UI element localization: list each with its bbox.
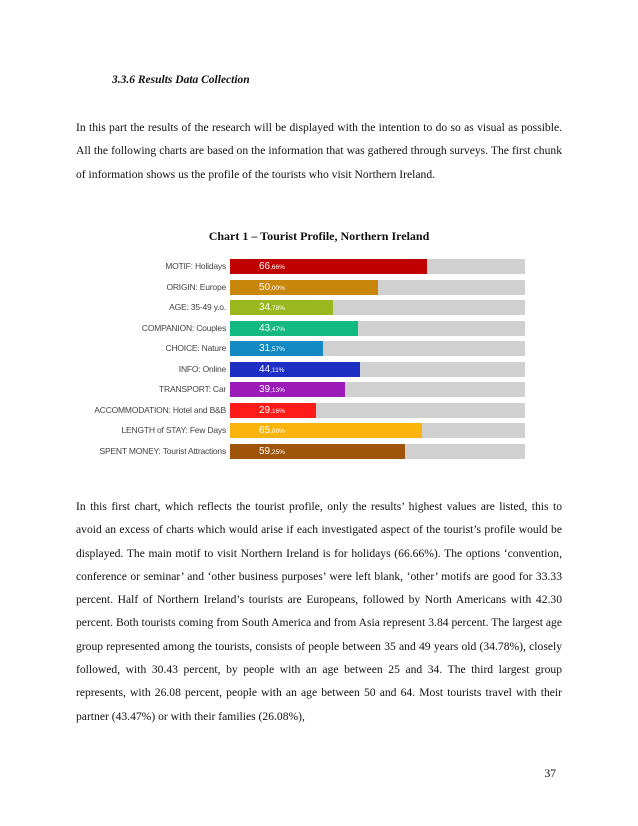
category-label: MOTIF: Holidays — [165, 261, 226, 271]
page-number: 37 — [544, 768, 556, 780]
value-decimal: ,57% — [270, 346, 285, 353]
value-label — [259, 259, 285, 274]
value-decimal: ,16% — [270, 407, 285, 415]
chart-row — [100, 381, 530, 398]
value-decimal: ,78% — [270, 305, 285, 312]
value-integer: 31 — [259, 343, 271, 354]
bar-track — [230, 280, 525, 295]
bar-track — [230, 444, 525, 459]
section-heading: 3.3.6 Results Data Collection — [112, 74, 250, 86]
category-label: COMPANION: Couples — [141, 322, 226, 333]
value-integer: 66 — [259, 261, 271, 272]
value-integer: 59 — [259, 445, 271, 457]
bar — [230, 321, 358, 336]
category-label: ACCOMMODATION: Hotel and B&B — [94, 404, 226, 415]
bar-track — [230, 300, 525, 315]
bar — [230, 382, 345, 397]
chart-row — [100, 361, 530, 378]
bar-track — [230, 382, 525, 397]
value-label — [259, 321, 285, 336]
value-integer: 50 — [259, 281, 271, 293]
chart-row — [100, 422, 530, 439]
category-label: CHOICE: Nature — [165, 343, 226, 353]
category-label: LENGTH of STAY: Few Days — [121, 425, 226, 435]
tourist-profile-chart — [94, 258, 530, 458]
bar-track — [230, 423, 525, 438]
value-label — [259, 341, 285, 356]
body-paragraph: In this first chart, which reflects the tourist profile, only the results’ highest values are listed, this to avoid an excess of charts which would arise if each investigated aspect of the tourist’s profile would be displayed. The main motif to visit Northern Ireland is for holidays (66.66%). The options ‘convention, conference or seminar’ and ‘other business purposes’ were left blank, ‘other’ motifs are good for 33.33 percent. Half of Northern Ireland’s tourists are Europeans, followed by North Americans with 42.30 percent. Both tourists coming from South America and from Asia represent 3.84 percent. The largest age group represented among the tourists, consists of people between 35 and 49 years old (34.78%), closely followed, with 30.43 percent, by people with an age between 25 and 34. The third largest group represents, with 26.08 percent, people with an age between 50 and 64. Most tourists travel with their partner (43.47%) or with their families (26.08%), — [76, 500, 562, 723]
category-label: SPENT MONEY: Tourist Attractions — [99, 445, 226, 456]
category-label: TRANSPORT: Car — [159, 384, 226, 394]
value-label — [259, 444, 285, 459]
value-integer: 39 — [259, 384, 271, 395]
chart-row — [100, 443, 530, 460]
chart-title: Chart 1 – Tourist Profile, Northern Ireland — [208, 229, 430, 243]
bar-track — [230, 403, 525, 418]
value-label — [259, 403, 285, 418]
bar-track — [230, 259, 525, 274]
value-label — [259, 280, 285, 295]
value-integer: 29 — [259, 404, 271, 416]
category-label: ORIGIN: Europe — [166, 281, 226, 292]
value-label — [259, 362, 284, 377]
bar-track — [230, 362, 525, 377]
chart-row — [100, 320, 530, 337]
category-label: INFO: Online — [178, 363, 226, 374]
value-integer: 34 — [259, 302, 271, 313]
value-label — [259, 382, 285, 397]
value-decimal: ,00% — [270, 284, 285, 292]
value-integer: 44 — [259, 363, 271, 375]
chart-row — [100, 340, 530, 357]
value-integer: 65 — [259, 425, 271, 436]
chart-row — [94, 402, 530, 419]
bar — [230, 280, 378, 295]
value-decimal: ,47% — [270, 325, 285, 333]
value-integer: 43 — [259, 322, 271, 334]
value-decimal: ,13% — [270, 387, 285, 394]
bar-track — [230, 321, 525, 336]
value-decimal: ,00% — [270, 428, 285, 435]
value-label — [259, 423, 285, 438]
value-decimal: ,66% — [270, 264, 285, 271]
bar — [230, 362, 360, 377]
category-label: AGE: 35-49 y.o. — [169, 302, 226, 312]
chart-row — [100, 279, 530, 296]
value-label — [259, 300, 285, 315]
chart-row — [100, 299, 530, 316]
value-decimal: ,11% — [270, 366, 285, 374]
intro-paragraph: In this part the results of the research will be displayed with the intention to do so as visual as possible. All the following charts are based on the information that was gathered through surveys. The first chunk of information shows us the profile of the tourists who visit Northern Ireland. — [76, 121, 562, 181]
chart-row — [100, 258, 530, 275]
bar-track — [230, 341, 525, 356]
bar — [230, 444, 405, 459]
value-decimal: ,25% — [270, 448, 285, 456]
